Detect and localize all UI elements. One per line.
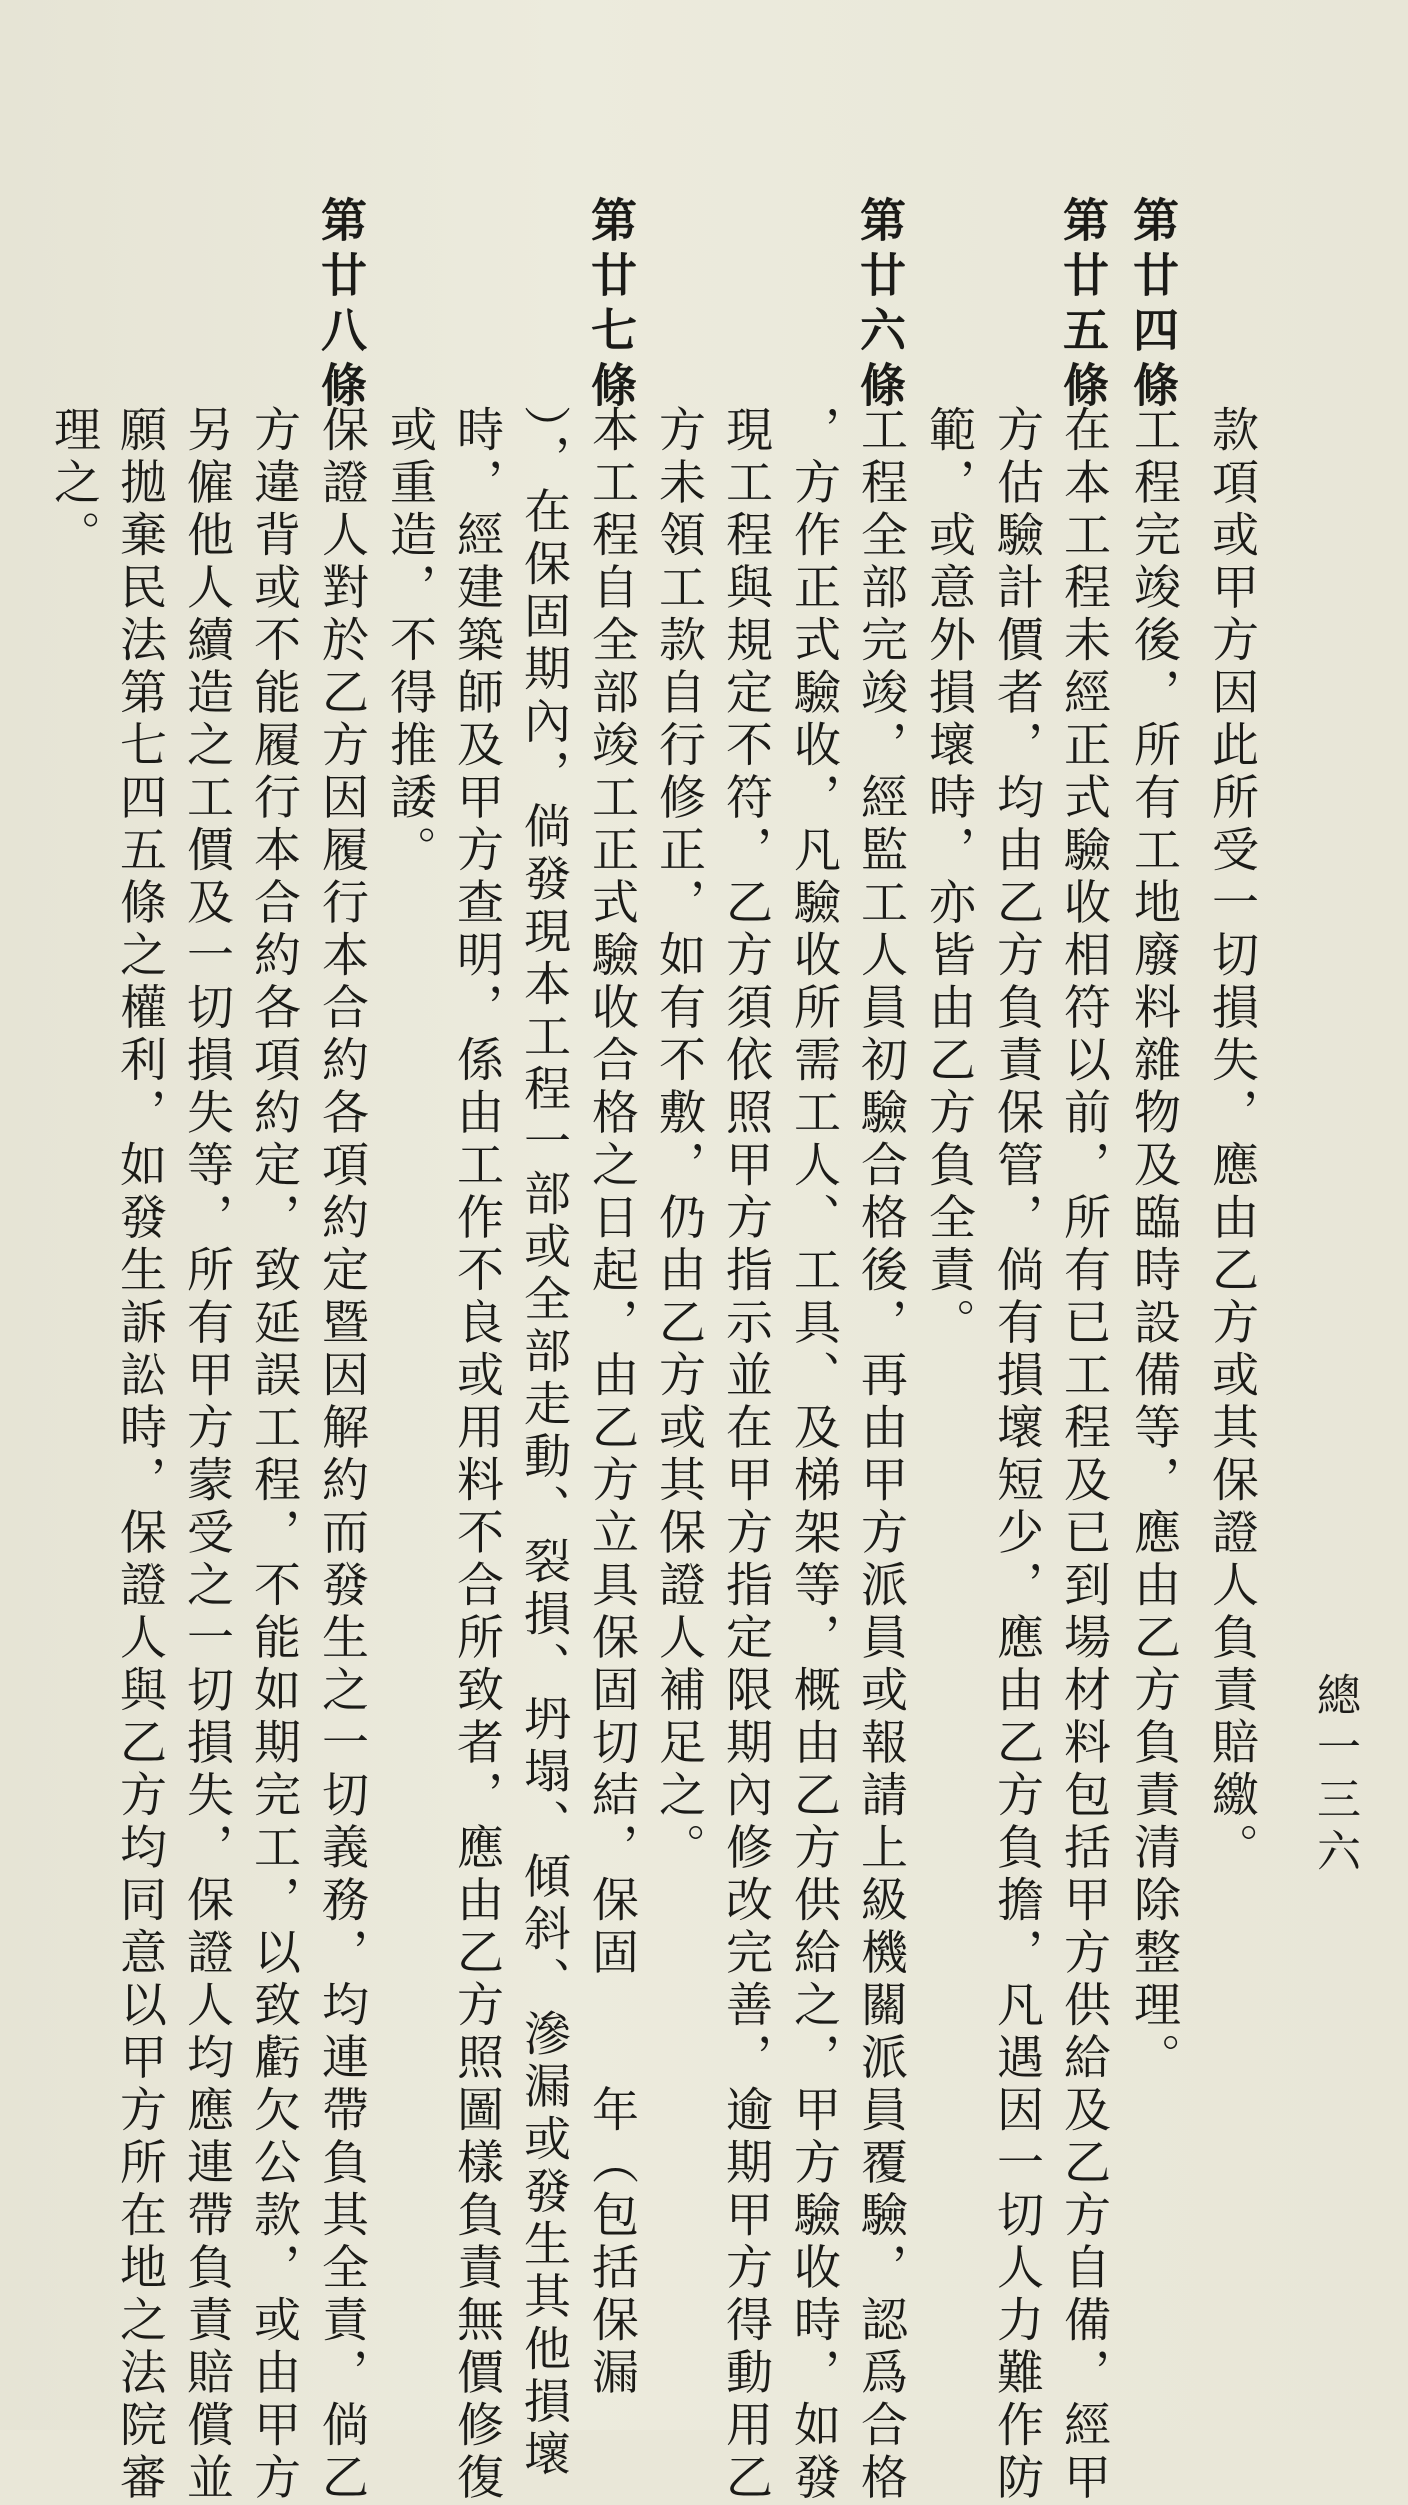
body-line-15: 方違背或不能履行本合約各項約定，致延誤工程，不能如期完工，以致虧欠公款，或由甲方 (246, 405, 301, 2505)
body-line-9: 方未領工款自行修正，如有不敷，仍由乙方或其保證人補足之。 (651, 405, 706, 1875)
body-line-2: 工程完竣後，所有工地廢料雜物及臨時設備等，應由乙方負責清除整理。 (1126, 405, 1181, 2085)
body-line-13: 或重造，不得推諉。 (382, 405, 437, 878)
article-24-heading: 第廿四條 (1126, 196, 1180, 416)
article-26-heading: 第廿六條 (853, 196, 907, 416)
body-line-18: 理之。 (46, 405, 101, 563)
body-line-8: 現工程與規定不符，乙方須依照甲方指示並在甲方指定限期內修改完善，逾期甲方得動用乙 (718, 405, 773, 2505)
article-25-heading: 第廿五條 (1056, 196, 1110, 416)
body-line-1: 款項或甲方因此所受一切損失，應由乙方或其保證人負責賠繳。 (1204, 405, 1259, 1875)
body-line-16: 另僱他人續造之工價及一切損失等，所有甲方蒙受之一切損失，保證人均應連帶負責賠償並 (179, 405, 234, 2505)
body-line-17: 願拋棄民法第七四五條之權利，如發生訴訟時，保證人與乙方均同意以甲方所在地之法院審 (112, 405, 167, 2505)
page-number: 總一三六 (1309, 1672, 1360, 1880)
body-line-10: 本工程自全部竣工正式驗收合格之日起，由乙方立具保固切結，保固 年（包括保漏 (584, 405, 639, 2400)
body-line-5: 範，或意外損壞時，亦皆由乙方負全責。 (921, 405, 976, 1350)
article-28-heading: 第廿八條 (314, 196, 368, 416)
body-line-4: 方估驗計價者，均由乙方負責保管，倘有損壞短少，應由乙方負擔，凡遇因一切人力難作防 (989, 405, 1044, 2505)
body-line-14: 保證人對於乙方因履行本合約各項約定暨因解約而發生之一切義務，均連帶負其全責，倘乙 (314, 405, 369, 2505)
body-line-12: 時，經建築師及甲方查明，係由工作不良或用料不合所致者，應由乙方照圖樣負責無價修復 (449, 405, 504, 2505)
body-line-3: 在本工程未經正式驗收相符以前，所有已工程及已到場材料包括甲方供給及乙方自備，經甲 (1056, 405, 1111, 2505)
body-line-6: 工程全部完竣，經監工人員初驗合格後，再由甲方派員或報請上級機關派員覆驗，認爲合格 (853, 405, 908, 2505)
body-line-11: ），在保固期內，倘發現本工程一部或全部走動、裂損、坍塌、傾斜、滲漏或發生其他損壞 (516, 405, 571, 2482)
article-27-heading: 第廿七條 (584, 196, 638, 416)
body-line-7: ，方作正式驗收，凡驗收所需工人、工具、及梯架等，概由乙方供給之，甲方驗收時，如發 (786, 405, 841, 2505)
